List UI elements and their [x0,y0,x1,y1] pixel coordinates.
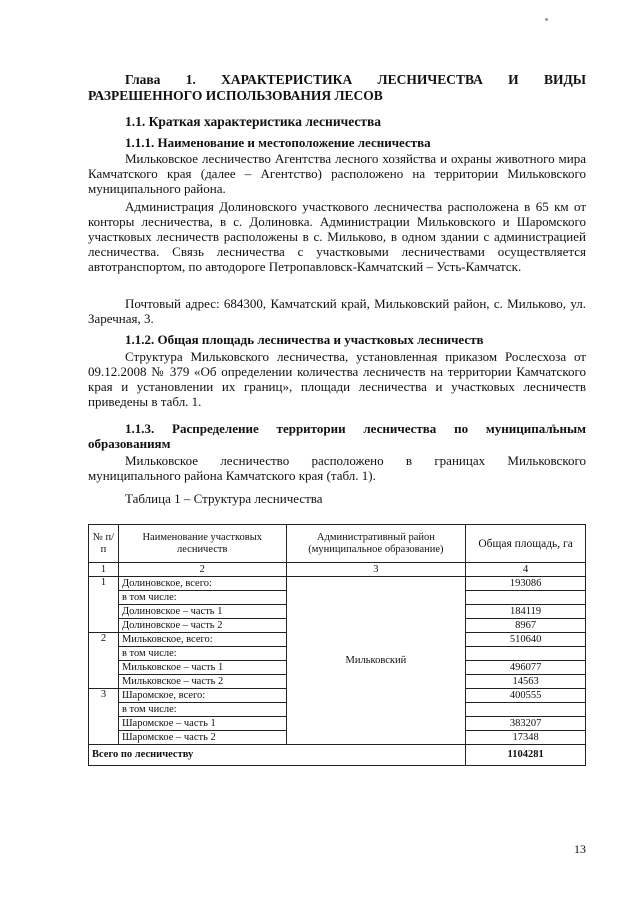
row-name: Шаромское, всего: [118,689,286,703]
page-number: 13 [574,842,586,856]
row-area [466,703,586,717]
row-name: Мильковское – часть 2 [118,675,286,689]
row-name: Мильковское, всего: [118,633,286,647]
chapter-heading-line-1: Глава 1. ХАРАКТЕРИСТИКА ЛЕСНИЧЕСТВА И ВИДЫ [125,72,586,87]
row-name: в том числе: [118,703,286,717]
table-header-row [89,525,586,563]
row-area: 383207 [466,717,586,731]
row-area [466,647,586,661]
row-area: 510640 [466,633,586,647]
row-area: 496077 [466,661,586,675]
row-area: 8967 [466,619,586,633]
colnum-2: 2 [118,563,286,577]
paragraph-postal-address: Почтовый адрес: 684300, Камчатский край, Мильковский район, с. Мильково, ул. Заречная, 3. [88,296,586,326]
row-area: 400555 [466,689,586,703]
chapter-heading [88,72,586,104]
row-name: Долиновское, всего: [118,577,286,591]
row-name: в том числе: [118,647,286,661]
colnum-4: 4 [466,563,586,577]
table-column-numbers-row [89,563,586,577]
header-district: Административный район (муниципальное образование) [286,525,466,563]
section-title-1-1: 1.1. Краткая характеристика лесничества [125,114,382,129]
table-row [89,577,586,591]
colnum-1: 1 [89,563,119,577]
scan-speck [545,18,548,21]
header-num: № п/п [89,525,119,563]
row-num: 2 [89,633,119,689]
row-area: 17348 [466,731,586,745]
row-area: 14563 [466,675,586,689]
paragraph-administration: Администрация Долиновского участкового лесничества расположена в 65 км от конторы лесничества, в с. Долиновка. Администрации Мильковского и Шаромского участковых лесничеств расположены в с. Мильково, в одном здании с администрацией лесничества. Связь лесничества с участковыми лесничествами осуществляется автотранспортом, по автодороге Петропавловск-Камчатский – Усть-Камчатск. [88,199,586,274]
total-label: Всего по лесничеству [89,745,466,766]
paragraph-location: Мильковское лесничество Агентства лесного хозяйства и охраны животного мира Камчатского края (далее – Агентство) расположено на территории Мильковского муниципального района. [88,151,586,196]
table-total-row [89,745,586,766]
row-name: в том числе: [118,591,286,605]
header-name: Наименование участковых лесничеств [118,525,286,563]
paragraph-municipal: Мильковское лесничество расположено в границах Мильковского муниципального района Камчатского края (табл. 1). [88,453,586,483]
row-name: Долиновское – часть 2 [118,619,286,633]
row-area [466,591,586,605]
row-num: 1 [89,577,119,633]
chapter-heading-line-2: РАЗРЕШЕННОГО ИСПОЛЬЗОВАНИЯ ЛЕСОВ [88,88,383,103]
row-name: Шаромское – часть 1 [118,717,286,731]
section-title-1-1-2: 1.1.2. Общая площадь лесничества и участковых лесничеств [125,332,484,347]
row-name: Долиновское – часть 1 [118,605,286,619]
table-caption: Таблица 1 – Структура лесничества [125,491,323,506]
district-cell: Мильковский [286,577,466,745]
row-name: Шаромское – часть 2 [118,731,286,745]
forestry-structure-table [88,524,586,766]
paragraph-structure: Структура Мильковского лесничества, установленная приказом Рослесхоза от 09.12.2008 № 379 «Об определении количества лесничеств на территории Камчатского края и установлении их границ», площади лесничества и участковых лесничеств приведены в табл. 1. [88,349,586,409]
header-area: Общая площадь, га [466,525,586,563]
colnum-3: 3 [286,563,466,577]
row-area: 184119 [466,605,586,619]
section-title-1-1-3: 1.1.3. Распределение территории лесничества по муниципальным образованиям [88,421,586,451]
section-title-1-1-1: 1.1.1. Наименование и местоположение лесничества [125,135,431,150]
row-name: Мильковское – часть 1 [118,661,286,675]
total-area: 1104281 [466,745,586,766]
row-num: 3 [89,689,119,745]
row-area: 193086 [466,577,586,591]
